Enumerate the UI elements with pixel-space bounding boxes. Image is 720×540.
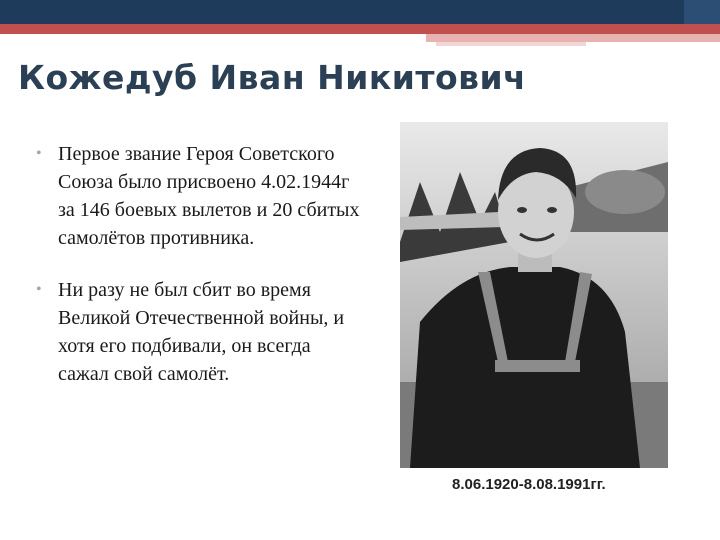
portrait-illustration bbox=[400, 122, 668, 468]
accent-stripe-faint bbox=[436, 42, 586, 46]
bullet-list bbox=[36, 140, 366, 412]
header-band bbox=[0, 0, 720, 24]
portrait-photo bbox=[400, 122, 668, 468]
accent-stripe bbox=[0, 24, 720, 34]
photo-caption: 8.06.1920-8.08.1991гг. bbox=[452, 476, 606, 493]
header-accent bbox=[684, 0, 720, 24]
bullet-icon: • bbox=[36, 281, 42, 298]
bullet-item bbox=[36, 140, 366, 252]
slide-title: Кожедуб Иван Никитович bbox=[18, 58, 527, 97]
accent-stripe-light bbox=[426, 34, 720, 42]
bullet-icon: • bbox=[36, 145, 42, 162]
bullet-item bbox=[36, 276, 366, 388]
bullet-text: Первое звание Героя Советского Союза было присвоено 4.02.1944г за 146 боевых вылетов и 20 сбитых самолётов противника. bbox=[58, 143, 360, 249]
bullet-text: Ни разу не был сбит во время Великой Отечественной войны, и хотя его подбивали, он всегда сажал свой самолёт. bbox=[58, 279, 345, 385]
